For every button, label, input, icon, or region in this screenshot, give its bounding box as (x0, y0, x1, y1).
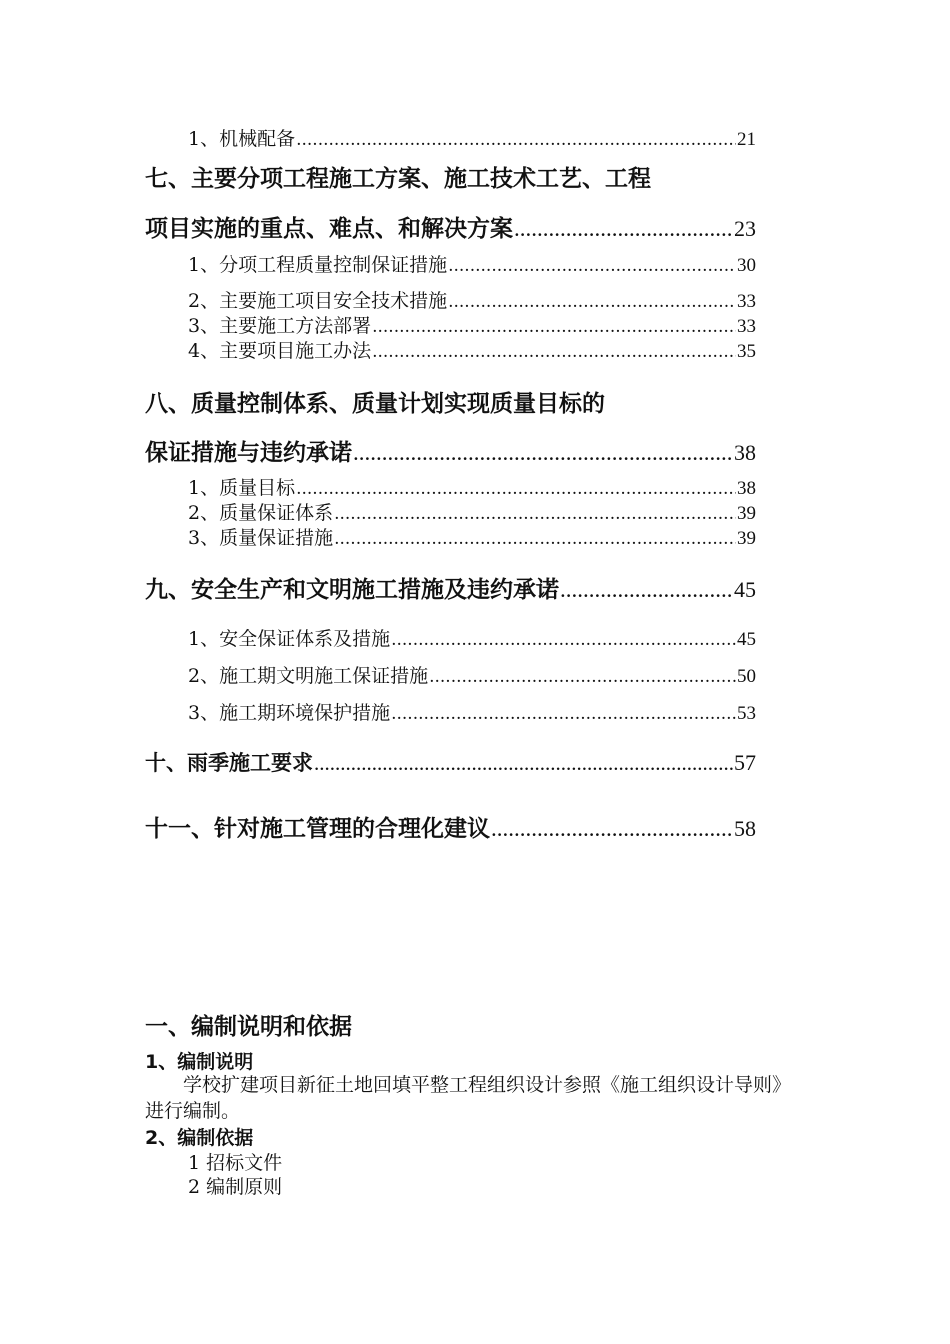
toc-leader-dots (372, 315, 736, 337)
subsection-title: 2、编制依据 (145, 1127, 254, 1149)
toc-leader-dots (448, 290, 736, 312)
toc-entry-label: 1、安全保证体系及措施 (188, 628, 391, 650)
toc-entry-label: 2、质量保证体系 (188, 502, 334, 524)
toc-leader-dots (353, 440, 733, 466)
subsection-title: 1、编制说明 (145, 1051, 254, 1073)
toc-entry[interactable] (188, 311, 756, 338)
toc-chapter-entry[interactable] (145, 434, 756, 467)
toc-entry[interactable] (188, 698, 756, 725)
toc-entry[interactable] (188, 336, 756, 363)
toc-leader-dots (391, 628, 736, 650)
toc-page-number: 58 (734, 816, 756, 841)
toc-entry[interactable] (188, 473, 756, 500)
toc-entry[interactable] (188, 523, 756, 550)
toc-leader-dots (372, 340, 736, 362)
toc-entry-label: 1、机械配备 (188, 128, 296, 150)
toc-entry-label: 3、主要施工方法部署 (188, 315, 372, 337)
toc-page-number: 33 (737, 291, 756, 312)
toc-entry-label: 1、分项工程质量控制保证措施 (188, 254, 448, 276)
toc-page-number: 45 (734, 577, 756, 602)
toc-leader-dots (514, 216, 733, 242)
toc-page-number: 50 (737, 666, 756, 687)
toc-page-number: 30 (737, 255, 756, 276)
toc-leader-dots (491, 816, 733, 842)
toc-page-number: 33 (737, 316, 756, 337)
toc-entry-label: 2、施工期文明施工保证措施 (188, 665, 429, 687)
toc-leader-dots (296, 128, 736, 150)
toc-chapter-entry[interactable] (145, 210, 756, 243)
toc-entry[interactable] (188, 124, 756, 151)
toc-chapter-entry[interactable] (145, 747, 756, 777)
toc-page-number: 21 (737, 129, 756, 150)
body-paragraph: 学校扩建项目新征土地回填平整工程组织设计参照《施工组织设计导则》进行编制。 (145, 1074, 792, 1122)
toc-entry-label: 项目实施的重点、难点、和解决方案 (145, 216, 513, 242)
toc-entry[interactable] (188, 498, 756, 525)
toc-leader-dots (334, 527, 736, 549)
toc-page-number: 38 (734, 440, 756, 465)
toc-entry-label: 4、主要项目施工办法 (188, 340, 372, 362)
toc-page-number: 39 (737, 528, 756, 549)
toc-entry-label: 3、质量保证措施 (188, 527, 334, 549)
toc-chapter-title-line1[interactable]: 八、质量控制体系、质量计划实现质量目标的 (145, 391, 605, 417)
toc-leader-dots (560, 577, 733, 603)
toc-leader-dots (296, 477, 736, 499)
toc-entry[interactable] (188, 661, 756, 688)
list-item: 2 编制原则 (188, 1176, 283, 1198)
toc-chapter-title-line1[interactable]: 七、主要分项工程施工方案、施工技术工艺、工程 (145, 166, 651, 192)
toc-leader-dots (448, 254, 736, 276)
toc-chapter-entry[interactable] (145, 571, 756, 604)
toc-entry-label: 保证措施与违约承诺 (145, 440, 352, 466)
toc-page-number: 38 (737, 478, 756, 499)
toc-page-number: 39 (737, 503, 756, 524)
toc-entry[interactable] (188, 250, 756, 277)
toc-entry-label: 3、施工期环境保护措施 (188, 702, 391, 724)
toc-entry-label: 十、雨季施工要求 (145, 751, 313, 775)
toc-page-number: 23 (734, 216, 756, 241)
section-heading: 一、编制说明和依据 (145, 1014, 352, 1040)
toc-entry-label: 十一、针对施工管理的合理化建议 (145, 816, 490, 842)
toc-entry-label: 2、主要施工项目安全技术措施 (188, 290, 448, 312)
toc-page-number: 35 (737, 341, 756, 362)
toc-leader-dots (391, 702, 736, 724)
toc-page-number: 45 (737, 629, 756, 650)
toc-chapter-entry[interactable] (145, 810, 756, 843)
toc-leader-dots (334, 502, 736, 524)
toc-page-number: 57 (734, 750, 756, 775)
toc-leader-dots (429, 665, 736, 687)
list-item: 1 招标文件 (188, 1152, 283, 1174)
toc-leader-dots (314, 751, 733, 776)
toc-entry-label: 1、质量目标 (188, 477, 296, 499)
toc-entry[interactable] (188, 286, 756, 313)
toc-entry-label: 九、安全生产和文明施工措施及违约承诺 (145, 577, 559, 603)
toc-page-number: 53 (737, 703, 756, 724)
toc-entry[interactable] (188, 624, 756, 651)
